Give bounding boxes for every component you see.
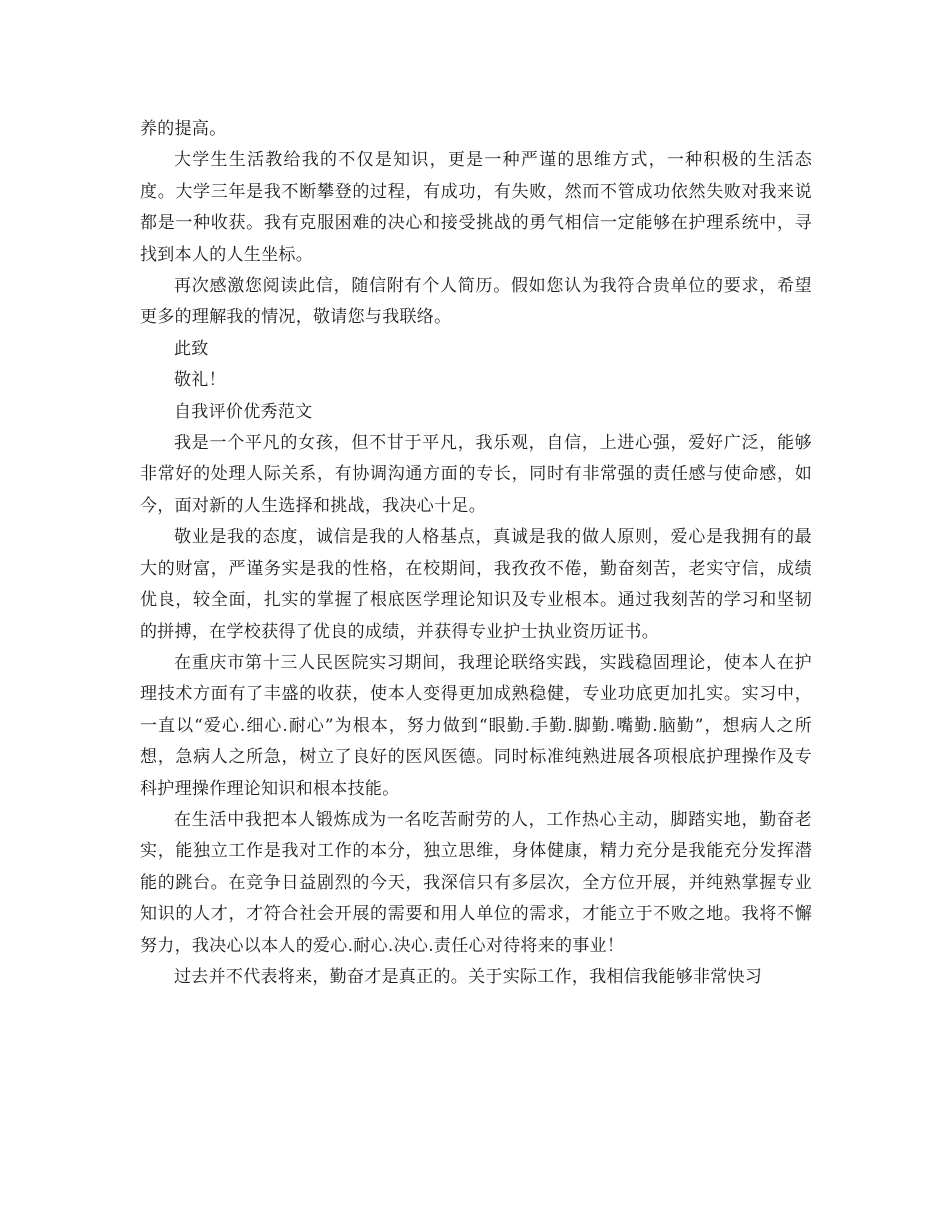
document-page <box>140 114 812 993</box>
paragraph-future: 过去并不代表将来，勤奋才是真正的。关于实际工作，我相信我能够非常快习 <box>174 966 763 987</box>
closing-regards: 敬礼！ <box>174 370 226 391</box>
closing-salutation: 此致 <box>174 338 209 359</box>
paragraph-attitude: 敬业是我的态度，诚信是我的人格基点，真诚是我的做人原则，爱心是我拥有的最大的财富，严谨务实是我的性格，在校期间，我孜孜不倦，勤奋刻苦，老实守信，成绩优良，较全面，扎实的掌握了根底医学理论知识及专业根本。通过我刻苦的学习和坚韧的拼搏，在学校获得了优良的成绩，并获得专业护士执业资历证书。 <box>140 527 812 642</box>
paragraph-university-life: 大学生生活教给我的不仅是知识，更是一种严谨的思维方式，一种积极的生活态度。大学三年是我不断攀登的过程，有成功，有失败，然而不管成功依然失败对我来说都是一种收获。我有克服困难的决心和接受挑战的勇气相信一定能够在护理系统中，寻找到本人的人生坐标。 <box>140 150 812 265</box>
paragraph-internship: 在重庆市第十三人民医院实习期间，我理论联络实践，实践稳固理论，使本人在护理技术方面有了丰盛的收获，使本人变得更加成熟稳健，专业功底更加扎实。实习中，一直以“爱心.细心.耐心”为根本，努力做到“眼勤.手勤.脚勤.嘴勤.脑勤”，想病人之所想，急病人之所急，树立了良好的医风医德。同时标准纯熟进展各项根底护理操作及专科护理操作理论知识和根本技能。 <box>140 652 812 799</box>
paragraph-life: 在生活中我把本人锻炼成为一名吃苦耐劳的人，工作热心主动，脚踏实地，勤奋老实，能独立工作是我对工作的本分，独立思维，身体健康，精力充分是我能充分发挥潜能的跳台。在竞争日益剧烈的今天，我深信只有多层次，全方位开展，并纯熟掌握专业知识的人才，才符合社会开展的需要和用人单位的需求，才能立于不败之地。我将不懈努力，我决心以本人的爱心.耐心.决心.责任心对待将来的事业！ <box>140 809 812 956</box>
paragraph-thanks: 再次感激您阅读此信，随信附有个人简历。假如您认为我符合贵单位的要求，希望更多的理解我的情况，敬请您与我联络。 <box>140 276 812 328</box>
paragraph-continuation: 养的提高。 <box>140 119 227 139</box>
paragraph-self-intro: 我是一个平凡的女孩，但不甘于平凡，我乐观，自信，上进心强，爱好广泛，能够非常好的处理人际关系，有协调沟通方面的专长，同时有非常强的责任感与使命感，如今，面对新的人生选择和挑战，我决心十足。 <box>140 433 812 516</box>
section-heading: 自我评价优秀范文 <box>174 401 313 422</box>
